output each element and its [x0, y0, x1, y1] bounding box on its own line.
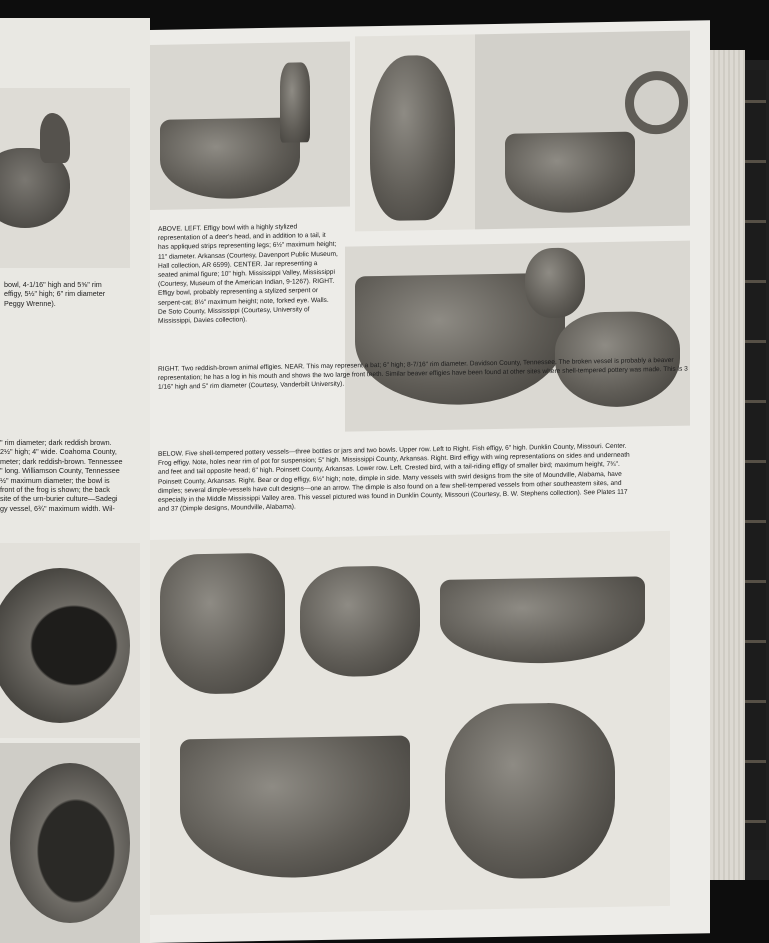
caption-below-text: BELOW. Five shell-tempered pottery vessels—three bottles or jars and two bowls. Upper row. Left to Right. Fish effigy, 6" high. Dunklin County, Missouri. Center. Frog effigy. Note, holes near rim of pot for suspension; 5" high. Mississippi County, Arkansas. Right. Bird effigy with wing representations on sides and underneath and feet and tail opposite head; 6" high. Poinsett County, Arkansas. Lower row. Left. Crested bird, with a tail-riding effigy of smaller bird; maximum height, 7¾". Poinsett County, Arkansas. Right. Bear or dog effigy, 6½" high; note, dimple in side. Many vessels with swirl designs from the site of Moundville, Alabama, have dimples; several dimple-vessels have cult designs—one an arrow. The dimple is also found on a few shell-tempered vessels from other southeastern sites, and especially in the Middle Mississippi Valley area. This vessel pictured was found in Dunklin County, Missouri (Courtesy, B. W. Stephens collection). See Plates 117 and 37 (Dimple designs, Moundville, Alabama).: [158, 442, 630, 514]
serpent-ring-handle: [625, 71, 688, 135]
deer-head: [280, 62, 310, 143]
photo-five-vessels: [150, 531, 670, 915]
bird-head: [40, 113, 70, 163]
deer-bowl: [160, 117, 300, 199]
caption-below: [158, 441, 638, 518]
frog-effigy-jar: [300, 565, 420, 677]
caption-line: bowl, 4-1/16" high and 5⅝" rim: [4, 280, 102, 289]
caption-above: [158, 222, 338, 330]
bear-dog-effigy-bottle: [445, 702, 615, 880]
cover-wear: [742, 70, 766, 850]
crested-bird-bowl: [180, 735, 410, 879]
fish-effigy-bottle: [160, 553, 285, 695]
photo-bird-bowl: [0, 88, 130, 268]
bird-effigy-bowl: [440, 576, 645, 665]
left-caption-1: [4, 280, 105, 308]
caption-line: site of the urn-burier culture—Sadegi: [0, 494, 118, 504]
caption-line: Peggy Wrenne).: [4, 298, 56, 308]
serpent-bowl: [505, 132, 635, 214]
seated-animal-jar: [370, 55, 455, 221]
caption-line: meter; dark reddish-brown. Tennessee: [0, 456, 123, 466]
caption-line: " rim diameter; dark reddish brown.: [0, 438, 112, 447]
caption-line: gy vessel, 6¾" maximum width. Wil-: [0, 503, 115, 513]
caption-line: ½" maximum diameter; the bowl is: [0, 475, 110, 485]
caption-line: effigy, 5½" high; 6" rim diameter: [4, 289, 106, 299]
frog-bowl-vessel-2: [10, 763, 130, 923]
photo-bat-beaver-effigies: [345, 241, 690, 432]
caption-line: 2½" high; 4" wide. Coahoma County,: [0, 447, 117, 457]
photo-frog-bowl-bottom: [0, 743, 140, 943]
photo-deer-bowl: [150, 42, 350, 210]
caption-above-text: ABOVE. LEFT. Effigy bowl with a highly stylized representation of a deer's head, and in addition to a tail, it has appliqued strips representing legs; 6½" maximum height; 11" diameter. Arkansas (Courtesy, Davenport Public Museum, Hall collection, AR 6599). CENTER. Jar representing a seated animal figure; 10" high. Mississippi Valley, Mississippi (Courtesy, Museum of the American Indian, 9-1267). RIGHT. Effigy bowl, probably representing a stylized serpent or serpent-cat; 8½" maximum height; note, forked eye. Walls. De Soto County, Mississippi (Courtesy, University of Mississippi, Davies collection).: [158, 223, 338, 325]
caption-line: " long. Williamson County, Tennessee: [0, 466, 120, 476]
left-page: [0, 18, 150, 943]
left-caption-2: [0, 438, 123, 513]
frog-bowl-vessel: [0, 568, 130, 723]
photo-frog-bowl-top: [0, 543, 140, 738]
caption-right-text: RIGHT. Two reddish-brown animal effigies. NEAR. This may represent a bat; 6" high; 8-7/16" rim diameter. Davidson County, Tennessee. The broken vessel is probably a beaver representation; he has a log in his mouth and shows the two large front teeth. Similar beaver effigies have been found at other sites where shell-tempered pottery was made. This is 3 1/16" high and 5" rim diameter (Courtesy, Vanderbilt University).: [158, 356, 688, 392]
photo-seated-animal-jar: [355, 34, 475, 231]
right-page: [150, 20, 710, 943]
caption-line: front of the frog is shown; the back: [0, 485, 110, 495]
photo-serpent-bowl: [475, 31, 690, 230]
bat-head: [525, 247, 585, 318]
